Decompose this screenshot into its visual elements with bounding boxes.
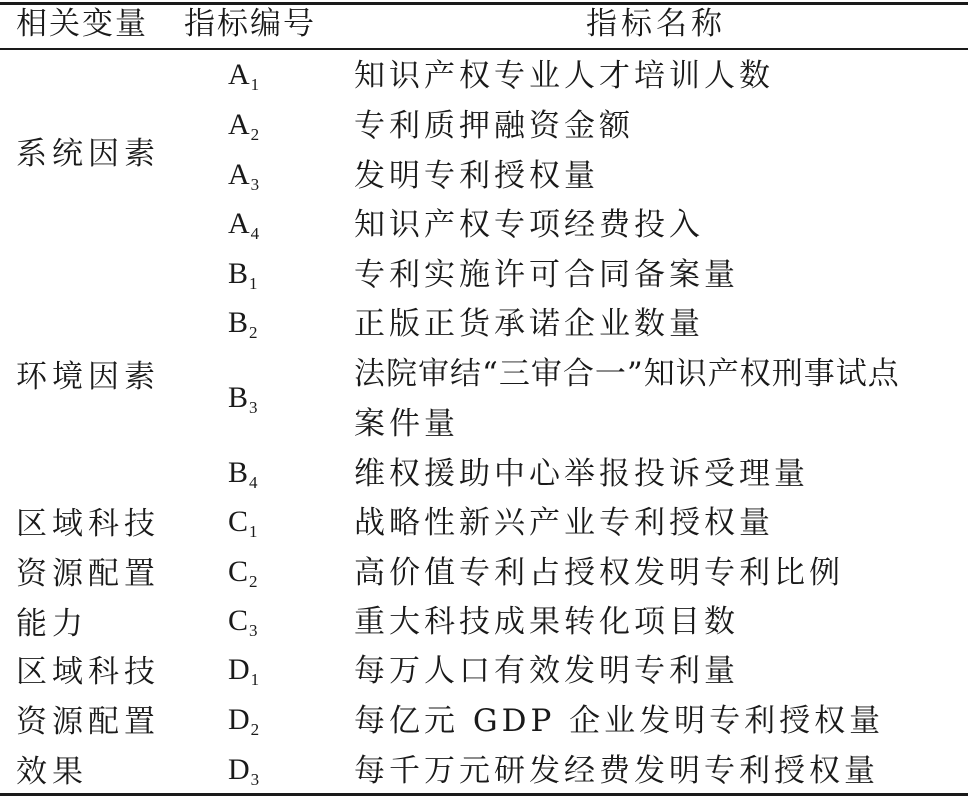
indicator-code: $A_1$ bbox=[228, 58, 260, 94]
group-label: 环境因素 bbox=[16, 359, 160, 395]
indicator-code: $A_2$ bbox=[228, 108, 260, 144]
group-label: 系统因素 bbox=[16, 136, 160, 172]
indicator-name: 每千万元研发经费发明专利授权量 bbox=[354, 753, 879, 789]
indicator-name: 每万人口有效发明专利量 bbox=[354, 653, 739, 689]
indicator-name: 维权援助中心举报投诉受理量 bbox=[354, 456, 809, 492]
indicator-name: 发明专利授权量 bbox=[354, 158, 599, 194]
indicator-code: $B_1$ bbox=[228, 257, 258, 293]
indicator-code: $C_1$ bbox=[228, 505, 258, 541]
indicator-name: 知识产权专项经费投入 bbox=[354, 207, 704, 243]
header-rule bbox=[0, 48, 968, 50]
top-rule bbox=[0, 2, 968, 5]
group-label: 效果 bbox=[16, 754, 88, 790]
indicator-code: $B_2$ bbox=[228, 306, 258, 342]
group-label: 能力 bbox=[16, 606, 88, 642]
indicator-code: $D_1$ bbox=[228, 653, 260, 689]
indicator-code: $B_3$ bbox=[228, 381, 258, 417]
indicator-code: $A_3$ bbox=[228, 158, 260, 194]
group-label: 资源配置 bbox=[16, 704, 160, 740]
indicator-code: $B_4$ bbox=[228, 456, 258, 492]
indicator-code: $C_2$ bbox=[228, 555, 258, 591]
indicator-name: 高价值专利占授权发明专利比例 bbox=[354, 555, 844, 591]
indicator-name: 专利实施许可合同备案量 bbox=[354, 257, 739, 293]
indicator-name: 专利质押融资金额 bbox=[354, 108, 634, 144]
bottom-rule bbox=[0, 793, 968, 796]
group-label: 区域科技 bbox=[16, 654, 160, 690]
header-variable: 相关变量 bbox=[16, 6, 148, 42]
indicator-code: $D_2$ bbox=[228, 703, 260, 739]
indicator-name: 战略性新兴产业专利授权量 bbox=[354, 505, 774, 541]
indicator-name: 正版正货承诺企业数量 bbox=[354, 306, 704, 342]
indicator-name: 每亿元 GDP 企业发明专利授权量 bbox=[354, 703, 885, 739]
indicator-name: 法院审结“三审合一”知识产权刑事试点 bbox=[354, 356, 900, 392]
indicator-code: $D_3$ bbox=[228, 753, 260, 789]
indicator-name: 重大科技成果转化项目数 bbox=[354, 604, 739, 640]
group-label: 资源配置 bbox=[16, 556, 160, 592]
group-label: 区域科技 bbox=[16, 506, 160, 542]
header-code: 指标编号 bbox=[184, 6, 316, 42]
indicator-code: $A_4$ bbox=[228, 207, 260, 243]
indicator-code: $C_3$ bbox=[228, 604, 258, 640]
indicator-name: 知识产权专业人才培训人数 bbox=[354, 58, 774, 94]
header-name: 指标名称 bbox=[586, 6, 726, 42]
indicator-name-continued: 案件量 bbox=[354, 406, 459, 442]
